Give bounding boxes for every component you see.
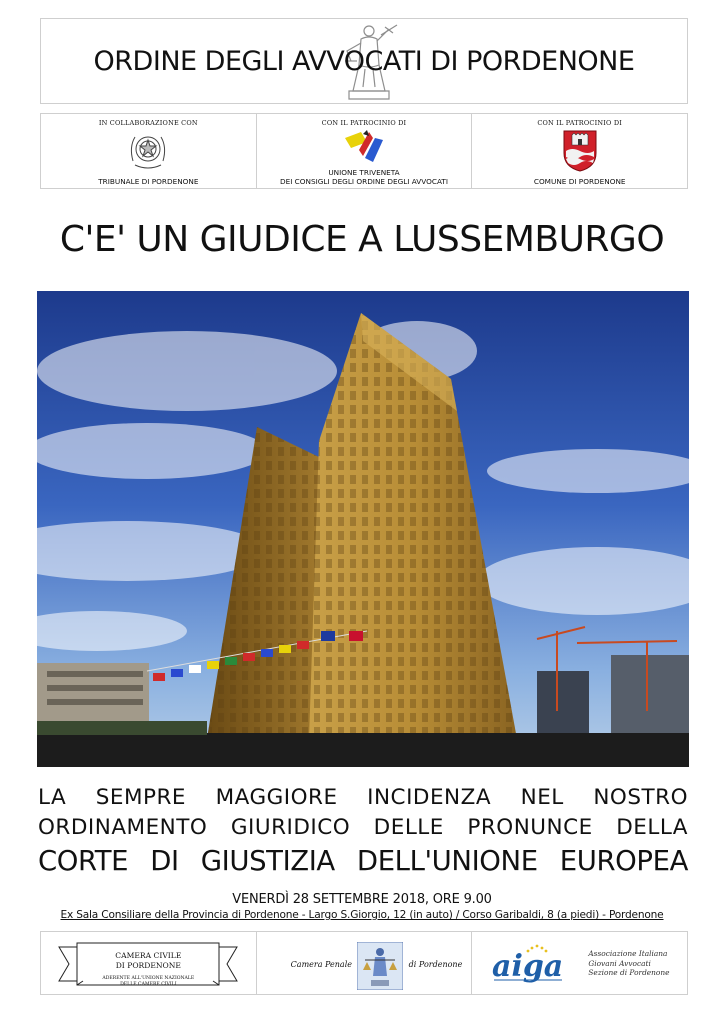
sponsor-caption: IN COLLABORAZIONE CON	[98, 119, 198, 127]
sponsor-caption: CON IL PATROCINIO DI	[321, 119, 407, 127]
camera-penale-left-text: Camera Penale	[290, 960, 352, 969]
aiga-text-line-1: Associazione Italiana	[588, 949, 668, 958]
camera-civile-cell	[41, 932, 257, 994]
justice-scales-icon	[357, 942, 403, 990]
sponsor-tribunale	[41, 114, 257, 188]
sponsor-comune	[472, 114, 687, 188]
sponsor-name-line-2: DEI CONSIGLI DEGLI ORDINE DEGLI AVVOCATI	[279, 177, 449, 186]
court-of-justice-towers-photo	[37, 291, 689, 767]
aiga-logo-icon	[492, 940, 586, 988]
sponsor-caption: CON IL PATROCINIO DI	[537, 119, 622, 127]
sponsor-name: COMUNE DI PORDENONE	[533, 177, 626, 186]
camera-civile-note-line-2: DELLE CAMERE CIVILI	[120, 982, 177, 987]
camera-civile-title-line-1: CAMERA CIVILE	[115, 951, 182, 960]
camera-civile-note-line-1: ADERENTE ALL'UNIONE NAZIONALE	[102, 976, 195, 981]
pordenone-shield-icon	[560, 127, 600, 173]
aiga-text	[588, 949, 669, 978]
camera-penale-cell	[257, 932, 473, 994]
event-date: VENERDÌ 28 SETTEMBRE 2018, ORE 9.00	[232, 892, 492, 907]
header-title: ORDINE DEGLI AVVOCATI DI PORDENONE	[93, 46, 635, 77]
sponsor-triveneta	[257, 114, 473, 188]
footer-row	[40, 931, 688, 995]
triveneta-logo-icon	[339, 128, 389, 166]
sponsors-row	[40, 113, 688, 189]
sponsor-name: TRIBUNALE DI PORDENONE	[98, 177, 199, 186]
camera-civile-title-line-2: DI PORDENONE	[115, 961, 181, 970]
description-line-1: LA SEMPRE MAGGIORE INCIDENZA NEL NOSTRO	[38, 785, 688, 810]
aiga-text-line-2: Giovani Avvocati	[588, 958, 651, 968]
aiga-text-line-3: Sezione di Pordenone	[588, 968, 670, 977]
camera-civile-title	[41, 951, 256, 971]
description-line-2: ORDINAMENTO GIURIDICO DELLE PRONUNCE DELLA	[38, 815, 688, 840]
italian-emblem-icon	[125, 129, 171, 171]
main-title: C'E' UN GIUDICE A LUSSEMBURGO	[59, 219, 665, 260]
aiga-logo-text: aiga	[492, 949, 564, 984]
camera-penale-right-text: di Pordenone	[408, 960, 463, 969]
header-box	[40, 18, 688, 104]
aiga-cell	[472, 932, 687, 994]
description-line-3: CORTE DI GIUSTIZIA DELL'UNIONE EUROPEA	[38, 845, 688, 877]
sponsor-name-line-1: UNIONE TRIVENETA	[328, 168, 400, 177]
camera-civile-note	[41, 976, 256, 988]
event-venue: Ex Sala Consiliare della Provincia di Pordenone - Largo S.Giorgio, 12 (in auto) / Corso Garibaldi, 8 (a piedi) - Pordenone	[60, 909, 664, 921]
